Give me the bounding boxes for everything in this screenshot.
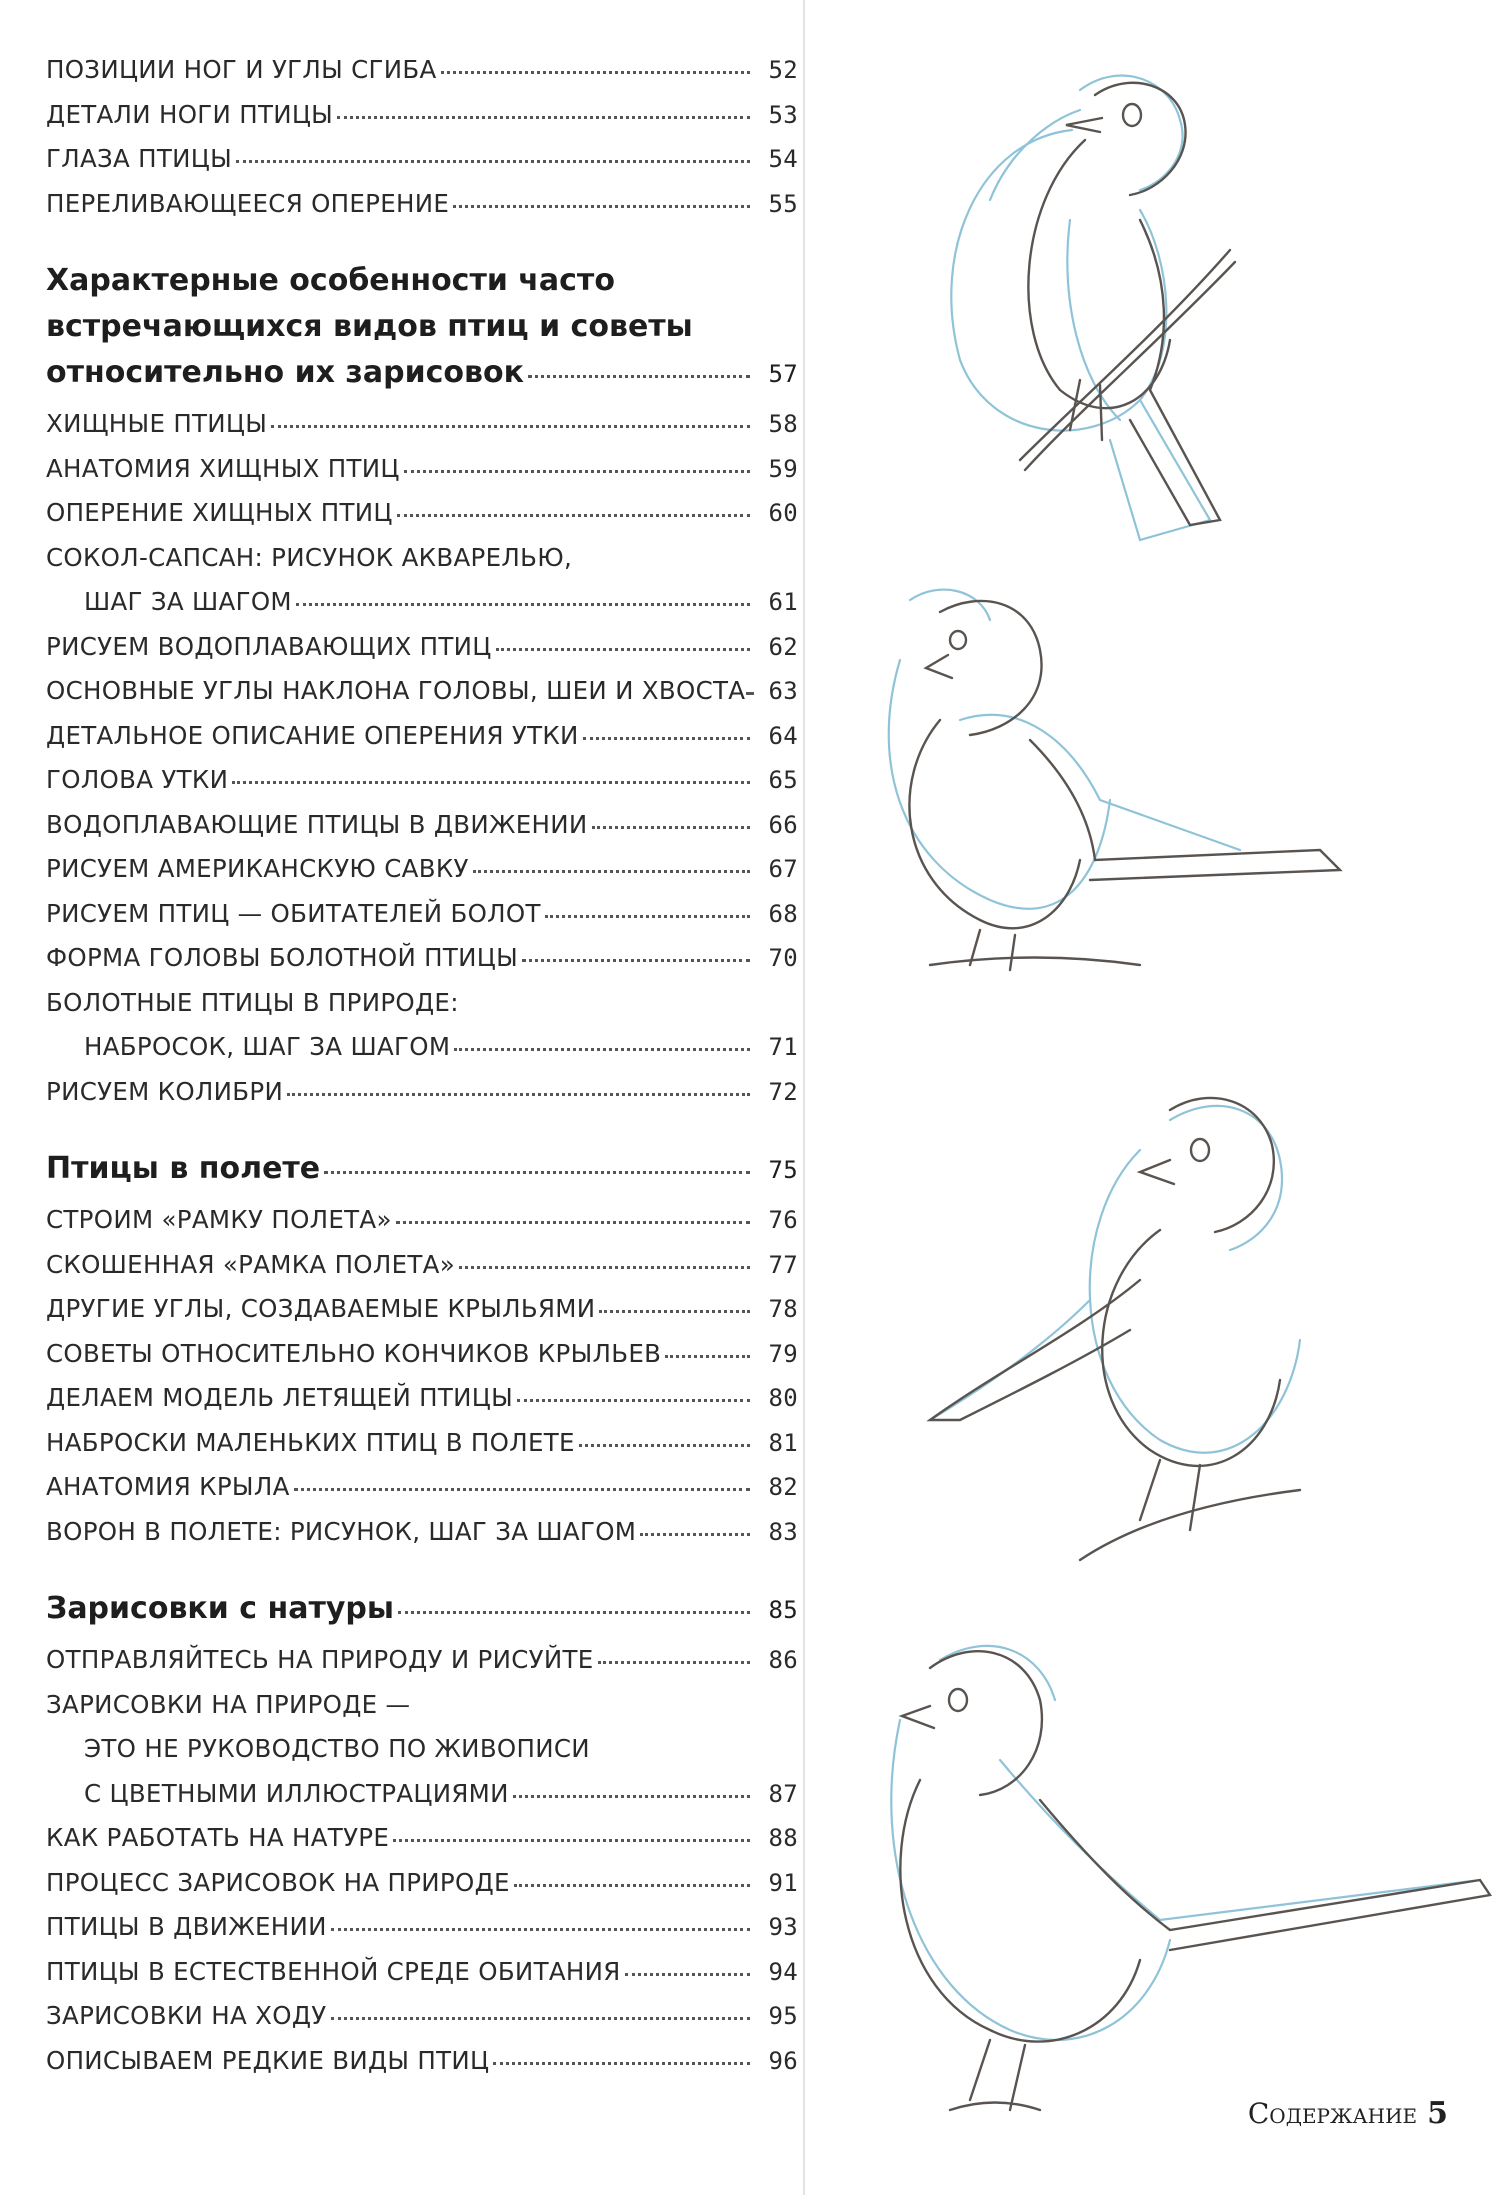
toc-entry bbox=[46, 1077, 798, 1106]
toc-entry-title: ДЕТАЛЬНОЕ ОПИСАНИЕ ОПЕРЕНИЯ УТКИ bbox=[46, 720, 579, 750]
toc-page-number: 79 bbox=[768, 1339, 798, 1368]
toc-entry-title-line: встречающихся видов птиц и советы bbox=[46, 309, 693, 344]
toc-entry-title: РИСУЕМ АМЕРИКАНСКУЮ САВКУ bbox=[46, 854, 469, 883]
toc-entry bbox=[46, 1957, 798, 1986]
dot-leader bbox=[625, 1971, 750, 1976]
toc-page-number: 78 bbox=[768, 1295, 798, 1323]
toc-page-number: 60 bbox=[768, 499, 798, 527]
toc-entry bbox=[46, 2046, 798, 2075]
toc-page-number: 52 bbox=[768, 56, 798, 84]
toc-entry-title: ПЕРЕЛИВАЮЩЕЕСЯ ОПЕРЕНИЕ bbox=[46, 188, 450, 218]
toc-section-heading bbox=[46, 1591, 798, 1626]
toc-page-number: 81 bbox=[768, 1428, 798, 1457]
bird-sketch-3 bbox=[930, 1098, 1300, 1560]
toc-entry-title: ОТПРАВЛЯЙТЕСЬ НА ПРИРОДУ И РИСУЙТЕ bbox=[46, 1645, 594, 1674]
dot-leader bbox=[331, 2015, 751, 2020]
toc-entry-title-line: ЗАРИСОВКИ НА ПРИРОДЕ — bbox=[46, 1689, 411, 1719]
toc-page-number: 63 bbox=[768, 677, 798, 705]
toc-entry bbox=[46, 1294, 798, 1323]
toc-page-number: 62 bbox=[768, 632, 798, 661]
toc-entry-title: РИСУЕМ ВОДОПЛАВАЮЩИХ ПТИЦ bbox=[46, 631, 492, 661]
dot-leader bbox=[404, 468, 750, 473]
toc-entry-title-line: ЭТО НЕ РУКОВОДСТВО ПО ЖИВОПИСИ bbox=[84, 1734, 590, 1763]
toc-entry bbox=[46, 810, 798, 839]
toc-entry-title: относительно их зарисовок bbox=[46, 355, 524, 390]
dot-leader bbox=[287, 1091, 750, 1096]
toc-entry-title: НАБРОСКИ МАЛЕНЬКИХ ПТИЦ В ПОЛЕТЕ bbox=[46, 1427, 575, 1457]
toc-entry bbox=[46, 1472, 798, 1501]
toc-entry bbox=[46, 100, 798, 129]
toc-page-number: 96 bbox=[768, 2046, 798, 2075]
toc-entry-title: ЗАРИСОВКИ НА ХОДУ bbox=[46, 2001, 327, 2030]
toc-entry bbox=[46, 899, 798, 928]
toc-entry bbox=[46, 1912, 798, 1941]
dot-leader bbox=[598, 1659, 750, 1664]
page-number: 5 bbox=[1427, 2096, 1448, 2131]
toc-entry bbox=[46, 498, 798, 527]
toc-entry-title: ПТИЦЫ В ДВИЖЕНИИ bbox=[46, 1912, 327, 1941]
dot-leader bbox=[397, 512, 750, 517]
dot-leader bbox=[749, 690, 750, 695]
toc-entry-title: ФОРМА ГОЛОВЫ БОЛОТНОЙ ПТИЦЫ bbox=[46, 943, 519, 972]
toc-entry-title: НАБРОСОК, ШАГ ЗА ШАГОМ bbox=[84, 1032, 451, 1061]
dot-leader bbox=[493, 2060, 750, 2065]
bird-sketch-2 bbox=[889, 590, 1340, 970]
toc-page-number: 54 bbox=[768, 145, 798, 173]
toc-page-number: 65 bbox=[768, 766, 798, 794]
toc-page-number: 71 bbox=[768, 1033, 798, 1061]
running-footer-label: Содержание bbox=[1247, 2097, 1418, 2130]
toc-page-number: 85 bbox=[768, 1596, 798, 1624]
toc-page-number: 75 bbox=[768, 1156, 798, 1184]
page-footer bbox=[1248, 2096, 1448, 2131]
toc-entry bbox=[46, 721, 798, 750]
toc-entry-title: ШАГ ЗА ШАГОМ bbox=[84, 587, 292, 616]
toc-page-number: 68 bbox=[768, 899, 798, 928]
toc-entry bbox=[46, 144, 798, 173]
dot-leader bbox=[522, 957, 750, 962]
toc-entry-title: АНАТОМИЯ ХИЩНЫХ ПТИЦ bbox=[46, 453, 400, 483]
dot-leader bbox=[296, 601, 750, 606]
toc-entry-title: СОВЕТЫ ОТНОСИТЕЛЬНО КОНЧИКОВ КРЫЛЬЕВ bbox=[46, 1338, 662, 1368]
toc-entry bbox=[46, 943, 798, 972]
toc-entry bbox=[46, 1339, 798, 1368]
toc-page-number: 55 bbox=[768, 189, 798, 218]
toc-entry bbox=[46, 1690, 798, 1808]
toc-entry bbox=[46, 543, 798, 617]
dot-leader bbox=[398, 1609, 750, 1614]
toc-section-heading bbox=[46, 1151, 798, 1186]
toc-entry-title: ГОЛОВА УТКИ bbox=[46, 765, 229, 794]
dot-leader bbox=[232, 779, 750, 784]
toc-entry-title: ОПИСЫВАЕМ РЕДКИЕ ВИДЫ ПТИЦ bbox=[46, 2045, 490, 2075]
toc-entry-title: ХИЩНЫЕ ПТИЦЫ bbox=[46, 409, 268, 438]
bird-illustrations bbox=[840, 0, 1500, 2195]
toc-page-number: 95 bbox=[768, 2002, 798, 2030]
toc-entry bbox=[46, 1823, 798, 1852]
dot-leader bbox=[441, 69, 750, 74]
toc-entry bbox=[46, 1868, 798, 1897]
toc-entry-title: КАК РАБОТАТЬ НА НАТУРЕ bbox=[46, 1823, 390, 1852]
toc-page-number: 94 bbox=[768, 1957, 798, 1986]
toc-page-number: 87 bbox=[768, 1779, 798, 1808]
dot-leader bbox=[583, 735, 750, 740]
bird-sketch-1 bbox=[951, 76, 1235, 540]
toc-entry-title-line: СОКОЛ-САПСАН: РИСУНОК АКВАРЕЛЬЮ, bbox=[46, 542, 573, 572]
toc-page-number: 77 bbox=[768, 1250, 798, 1279]
toc-page-number: 76 bbox=[768, 1206, 798, 1234]
dot-leader bbox=[324, 1169, 750, 1174]
toc-entry bbox=[46, 765, 798, 794]
toc-page-number: 57 bbox=[768, 360, 798, 388]
toc-entry bbox=[46, 854, 798, 883]
toc-entry-title: ДЕЛАЕМ МОДЕЛЬ ЛЕТЯЩЕЙ ПТИЦЫ bbox=[46, 1383, 514, 1412]
toc-entry-title: С ЦВЕТНЫМИ ИЛЛЮСТРАЦИЯМИ bbox=[84, 1778, 509, 1808]
dot-leader bbox=[453, 203, 750, 208]
toc-entry-title-line: БОЛОТНЫЕ ПТИЦЫ В ПРИРОДЕ: bbox=[46, 987, 459, 1017]
toc-entry-title: Птицы в полете bbox=[46, 1151, 321, 1186]
dot-leader bbox=[514, 1882, 750, 1887]
toc-page-number: 64 bbox=[768, 721, 798, 750]
toc-entry-title: ГЛАЗА ПТИЦЫ bbox=[46, 144, 233, 173]
toc-entry-title: ВОДОПЛАВАЮЩИЕ ПТИЦЫ В ДВИЖЕНИИ bbox=[46, 809, 588, 839]
toc-entry bbox=[46, 1383, 798, 1412]
toc-page-number: 72 bbox=[768, 1077, 798, 1106]
toc-entry bbox=[46, 1645, 798, 1674]
toc-entry-title: Зарисовки с натуры bbox=[46, 1591, 395, 1626]
toc-page-number: 61 bbox=[768, 588, 798, 616]
page-gutter bbox=[803, 0, 805, 2195]
dot-leader bbox=[640, 1531, 750, 1536]
toc-page-number: 67 bbox=[768, 855, 798, 883]
toc-section-heading bbox=[46, 263, 798, 390]
toc-page-number: 70 bbox=[768, 944, 798, 972]
toc-entry bbox=[46, 988, 798, 1062]
dot-leader bbox=[473, 868, 750, 873]
dot-leader bbox=[331, 1926, 750, 1931]
toc-entry-title: ПОЗИЦИИ НОГ И УГЛЫ СГИБА bbox=[46, 55, 437, 84]
toc-page-number: 88 bbox=[768, 1824, 798, 1852]
toc-entry bbox=[46, 454, 798, 483]
dot-leader bbox=[294, 1486, 750, 1491]
toc-page-number: 80 bbox=[768, 1384, 798, 1412]
toc-page-number: 53 bbox=[768, 100, 798, 129]
toc-entry bbox=[46, 2001, 798, 2030]
dot-leader bbox=[459, 1264, 750, 1269]
toc-entry bbox=[46, 189, 798, 218]
toc-page-number: 58 bbox=[768, 410, 798, 438]
bird-sketch-4 bbox=[891, 1646, 1490, 2110]
dot-leader bbox=[528, 373, 750, 378]
toc-entry-title: РИСУЕМ ПТИЦ — ОБИТАТЕЛЕЙ БОЛОТ bbox=[46, 898, 541, 928]
dot-leader bbox=[513, 1793, 750, 1798]
toc-entry-title: ДЕТАЛИ НОГИ ПТИЦЫ bbox=[46, 99, 334, 129]
toc-entry-title: ДРУГИЕ УГЛЫ, СОЗДАВАЕМЫЕ КРЫЛЬЯМИ bbox=[46, 1294, 596, 1323]
toc-entry bbox=[46, 1428, 798, 1457]
dot-leader bbox=[599, 1308, 750, 1313]
toc-entry-title: ОСНОВНЫЕ УГЛЫ НАКЛОНА ГОЛОВЫ, ШЕИ И ХВОСТА bbox=[46, 676, 746, 705]
toc-page-number: 83 bbox=[768, 1517, 798, 1546]
toc-entry-title: АНАТОМИЯ КРЫЛА bbox=[46, 1472, 290, 1501]
dot-leader bbox=[454, 1046, 750, 1051]
toc-page-number: 82 bbox=[768, 1473, 798, 1501]
toc-page-number: 59 bbox=[768, 454, 798, 483]
toc-entry bbox=[46, 55, 798, 84]
toc-entry-title: ПТИЦЫ В ЕСТЕСТВЕННОЙ СРЕДЕ ОБИТАНИЯ bbox=[46, 1956, 621, 1986]
toc-entry-title: ОПЕРЕНИЕ ХИЩНЫХ ПТИЦ bbox=[46, 498, 393, 527]
dot-leader bbox=[665, 1353, 750, 1358]
dot-leader bbox=[579, 1442, 750, 1447]
dot-leader bbox=[396, 1219, 750, 1224]
toc-entry bbox=[46, 1205, 798, 1234]
toc-page-number: 66 bbox=[768, 810, 798, 839]
dot-leader bbox=[496, 646, 750, 651]
toc-page-number: 91 bbox=[768, 1868, 798, 1897]
toc-entry bbox=[46, 632, 798, 661]
dot-leader bbox=[236, 158, 750, 163]
dot-leader bbox=[337, 114, 750, 119]
dot-leader bbox=[393, 1837, 750, 1842]
toc-entry bbox=[46, 1250, 798, 1279]
toc-page-number: 93 bbox=[768, 1913, 798, 1941]
dot-leader bbox=[545, 913, 750, 918]
dot-leader bbox=[517, 1397, 750, 1402]
toc-entry bbox=[46, 676, 798, 705]
toc-entry-title-line: Характерные особенности часто bbox=[46, 263, 615, 298]
toc-entry-title: ВОРОН В ПОЛЕТЕ: РИСУНОК, ШАГ ЗА ШАГОМ bbox=[46, 1516, 637, 1546]
dot-leader bbox=[592, 824, 751, 829]
dot-leader bbox=[271, 423, 750, 428]
toc-entry-title: РИСУЕМ КОЛИБРИ bbox=[46, 1076, 284, 1106]
toc-entry-title: СТРОИМ «РАМКУ ПОЛЕТА» bbox=[46, 1205, 392, 1234]
toc-entry-title: ПРОЦЕСС ЗАРИСОВОК НА ПРИРОДЕ bbox=[46, 1867, 510, 1897]
toc-page-number: 86 bbox=[768, 1646, 798, 1674]
toc-entry bbox=[46, 1517, 798, 1546]
toc-entry-title: СКОШЕННАЯ «РАМКА ПОЛЕТА» bbox=[46, 1249, 456, 1279]
toc-entry bbox=[46, 409, 798, 438]
